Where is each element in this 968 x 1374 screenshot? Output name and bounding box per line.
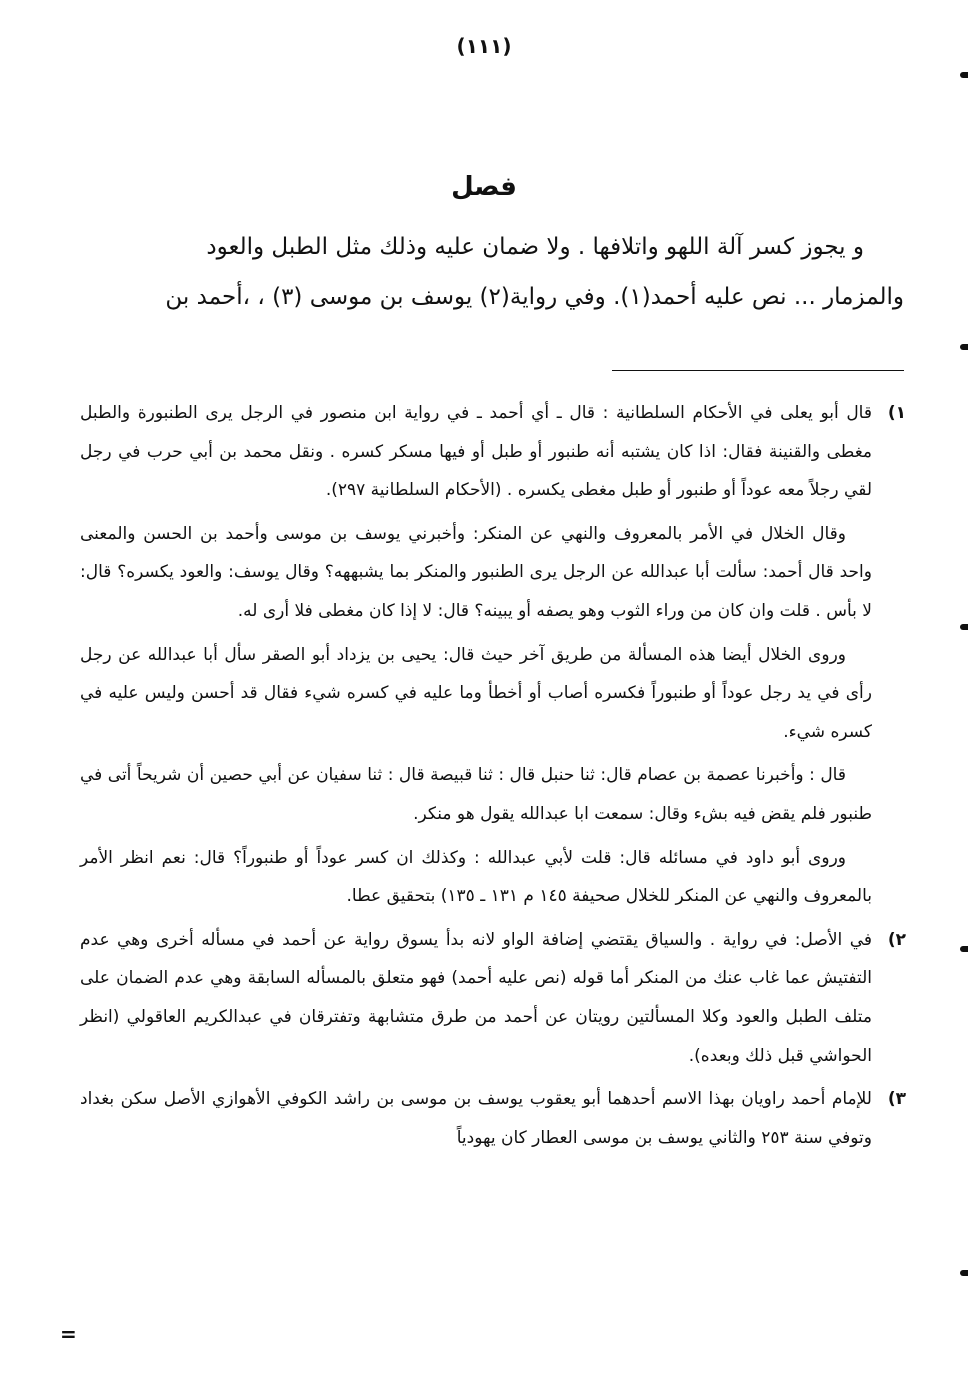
- continuation-mark: =: [60, 1322, 77, 1346]
- margin-mark: [960, 72, 968, 78]
- footnote-3: [80, 1080, 906, 1157]
- footnote-2: [80, 921, 906, 1075]
- footnote-paragraph: وروى الخلال أيضا هذه المسألة من طريق آخر حيث قال: يحيى بن يزداد أبو الصقر سأل أبا عبدالله عن رجل رأى في يد رجل عوداً أو طنبوراً فكسره أصاب أو أخطأ وما عليه في كسره شيء فقال قد أحسن وليس عليه في كسره شيء.: [80, 644, 872, 742]
- footnote-paragraph: وروى أبو داود في مسائله قال: قلت لأبي عبدالله : وكذلك ان كسر عوداً أو طنبوراً؟ قال: نعم انظر الأمر بالمعروف والنهي عن المنكر للخلال صحيفة ١٤٥ م ١٣١ ـ ١٣٥) بتحقيق عطا.: [80, 847, 872, 907]
- main-paragraph: و يجوز كسر آلة اللهو واتلافها . ولا ضمان عليه وذلك مثل الطبل والعود: [206, 234, 864, 260]
- footnote-body: [80, 1080, 872, 1157]
- footnote-1: [80, 394, 906, 916]
- footnote-paragraph: في الأصل: في رواية . والسياق يقتضي إضافة الواو لانه بدأ يسوق رواية عن أحمد في مسأله أخرى وهي عدم التفتيش عما غاب عنك من المنكر أما قوله (نص عليه أحمد) فهو متعلق بالمسأله السابقة وهي عدم الضمان على متلف الطبل والعود وكلا المسألتين رويتان عن أحمد من طرق متشابهة وتفترقان في عبدالكريم العاقولي (انظر الحواشي قبل ذلك وبعده).: [80, 929, 872, 1066]
- footnote-paragraph: للإمام أحمد راويان بهذا الاسم أحدهما أبو يعقوب يوسف بن موسى بن راشد الكوفي الأهوازي الأصل سكن بغداد وتوفي سنة ٢٥٣ والثاني يوسف بن موسى العطار كان يهودياً: [80, 1089, 872, 1148]
- footnotes: [80, 394, 906, 1162]
- section-heading: فصل: [451, 172, 517, 202]
- footnote-body: [80, 394, 872, 916]
- margin-mark: [960, 624, 968, 630]
- footnote-paragraph: قال : وأخبرنا عصمة بن عصام قال: ثنا حنبل قال : ثنا قبيصة قال : ثنا سفيان عن أبي حصين أن شريحاً أتى في طنبور فلم يقض فيه بشء وقال: سمعت ابا عبدالله يقول هو منكر.: [80, 765, 872, 824]
- footnote-body: [80, 921, 872, 1075]
- footnote-paragraph: قال أبو يعلى في الأحكام السلطانية : قال ـ أي أحمد ـ في رواية ابن منصور في الرجل يرى الطنبورة والطبل مغطى والقنينة فقال: اذا كان يشتبه أنه طنبور أو طبل أو فيها مسكر كسره . ونقل محمد بن أبي حرب في رجل لقي رجلاً معه عوداً أو طنبور أو طبل مغطى يكسره . (الأحكام السلطانية ٢٩٧).: [80, 403, 872, 501]
- footnote-marker: ٣): [887, 1089, 906, 1110]
- page-number: (١١١): [456, 34, 512, 58]
- footnote-paragraph: وقال الخلال في الأمر بالمعروف والنهي عن المنكر: وأخبرني يوسف بن موسى وأحمد بن الحسن والمعنى واحد قال أحمد: سألت أبا عبدالله عن الرجل يرى الطنبور والمنكر بما يشبههه؟ وقال يوسف: والعود يكسره؟ قال: لا بأس . قلت وان كان من وراء الثوب وهو يصفه أو يبينه؟ قال: لا إذا كان مغطى فلا أرى له.: [80, 523, 872, 621]
- margin-mark: [960, 344, 968, 350]
- footnote-marker: ١): [887, 403, 906, 423]
- footnote-marker: ٢): [887, 929, 906, 950]
- margin-mark: [960, 1270, 968, 1276]
- main-text: [78, 222, 904, 322]
- margin-mark: [960, 946, 968, 952]
- footnote-separator: [612, 370, 904, 371]
- main-paragraph: والمزمار ... نص عليه أحمد(١). وفي رواية(٢) يوسف بن موسى (٣) ، ،أحمد بن: [165, 284, 904, 310]
